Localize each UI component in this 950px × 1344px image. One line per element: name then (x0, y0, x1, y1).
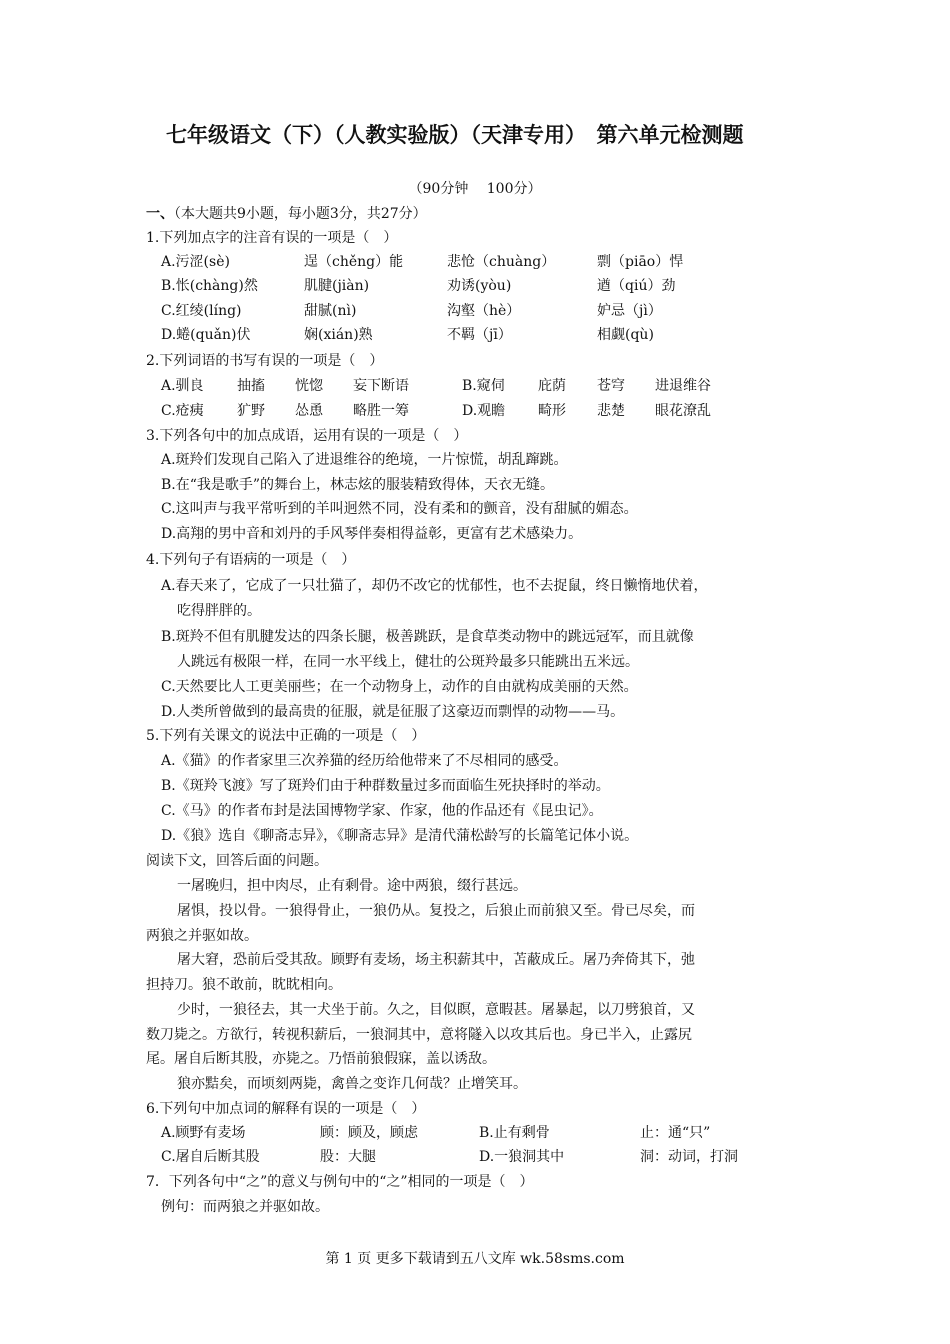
passage-line: 狼亦黠矣，而顷刻两毙，禽兽之变诈几何哉？止增笑耳。 (177, 1076, 527, 1092)
q5-stem: 5.下列有关课文的说法中正确的一项是（ ） (146, 728, 426, 744)
q1-option-d2: 娴(xián)熟 (304, 327, 373, 343)
q1-option-a3: 悲怆（chuàng） (447, 254, 556, 270)
q4-stem: 4.下列句子有语病的一项是（ ） (146, 552, 356, 568)
q2-word-d3: 悲楚 (597, 403, 625, 419)
q1-option-b2: 肌腱(jiàn) (304, 278, 370, 294)
q2-word-a1: A.驯良 (161, 378, 204, 394)
page-title: 七年级语文（下）（人教实验版）（天津专用） 第六单元检测题 (166, 123, 744, 147)
passage-line: 屠大窘，恐前后受其敌。顾野有麦场，场主积薪其中，苫蔽成丘。屠乃奔倚其下，弛 (177, 952, 695, 968)
passage-line: 一屠晚归，担中肉尽，止有剩骨。途中两狼，缀行甚远。 (177, 878, 527, 894)
q4-option-c: C.天然要比人工更美丽些；在一个动物身上，动作的自由就构成美丽的天然。 (161, 679, 638, 695)
q6-option-b-explain: 止：通“只” (640, 1125, 711, 1141)
q1-option-d3: 不羁（jī） (447, 327, 512, 343)
passage-line: 少时，一狼径去，其一犬坐于前。久之，目似瞑，意暇甚。屠暴起，以刀劈狼首，又 (177, 1002, 695, 1018)
q2-word-c4: 略胜一筹 (353, 403, 409, 419)
page-footer: 第 1 页 更多下载请到五八文库 wk.58sms.com (325, 1251, 625, 1267)
q5-option-a: A.《猫》的作者家里三次养猫的经历给他带来了不尽相同的感受。 (161, 753, 568, 769)
q1-option-a4: 剽（piāo）悍 (597, 254, 684, 270)
q6-option-a-explain: 顾：顾及，顾虑 (320, 1125, 418, 1141)
q6-option-c-explain: 股：大腿 (320, 1149, 376, 1165)
q2-word-b2: 庇荫 (538, 378, 566, 394)
q5-option-d: D.《狼》选自《聊斋志异》，《聊斋志异》是清代蒲松龄写的长篇笔记体小说。 (161, 828, 639, 844)
passage-line: 数刀毙之。方欲行，转视积薪后，一狼洞其中，意将隧入以攻其后也。身已半入，止露尻 (146, 1027, 692, 1043)
passage-line: 两狼之并驱如故。 (146, 928, 258, 944)
section-1-desc: （本大题共9小题，每小题3分，共27分） (174, 206, 427, 222)
q4-option-a-line2: 吃得胖胖的。 (177, 603, 261, 619)
q6-stem: 6.下列句中加点词的解释有误的一项是（ ） (146, 1101, 426, 1117)
q1-option-b1: B.怅(chàng)然 (161, 278, 258, 294)
q6-option-d-explain: 洞：动词，打洞 (640, 1149, 738, 1165)
page-subtitle: （90分钟 100分） (408, 181, 542, 197)
q4-option-b-line2: 人跳远有极限一样，在同一水平线上，健壮的公斑羚最多只能跳出五米远。 (177, 654, 639, 670)
q3-option-c: C.这叫声与我平常听到的羊叫迥然不同，没有柔和的颤音，没有甜腻的媚态。 (161, 501, 638, 517)
q2-stem: 2.下列词语的书写有误的一项是（ ） (146, 353, 384, 369)
q7-example: 例句：而两狼之并驱如故。 (161, 1199, 329, 1215)
q1-option-a2: 逞（chěng）能 (304, 254, 404, 270)
passage-line: 担持刀。狼不敢前，眈眈相向。 (146, 977, 342, 993)
q2-word-d2: 畸形 (538, 403, 566, 419)
q6-option-d: D.一狼洞其中 (479, 1149, 565, 1165)
q2-word-d4: 眼花潦乱 (655, 403, 711, 419)
q3-option-a: A.斑羚们发现自己陷入了进退维谷的绝境，一片惊慌，胡乱蹿跳。 (161, 452, 568, 468)
q1-option-c2: 甜腻(nì) (304, 303, 357, 319)
q2-word-a4: 妄下断语 (353, 378, 409, 394)
q2-word-d1: D.观瞻 (462, 403, 506, 419)
section-1-header (146, 205, 427, 223)
q1-option-b4: 遒（qiú）劲 (597, 278, 676, 294)
q4-option-d: D.人类所曾做到的最高贵的征服，就是征服了这豪迈而剽悍的动物——马。 (161, 704, 625, 720)
q1-option-c4: 妒忌（jì） (597, 303, 662, 319)
q6-option-a: A.顾野有麦场 (161, 1125, 246, 1141)
q5-option-b: B.《斑羚飞渡》写了斑羚们由于种群数量过多而面临生死抉择时的举动。 (161, 778, 610, 794)
q3-stem: 3.下列各句中的加点成语，运用有误的一项是（ ） (146, 428, 468, 444)
q2-word-c2: 犷野 (237, 403, 265, 419)
q2-word-c3: 怂恿 (295, 403, 323, 419)
q1-option-d1: D.蜷(quǎn)伏 (161, 327, 251, 343)
q4-option-b-line1: B.斑羚不但有肌腱发达的四条长腿，极善跳跃，是食草类动物中的跳远冠军，而且就像 (161, 629, 694, 645)
section-1-label: 一、 (146, 206, 174, 222)
q4-option-a-line1: A.春天来了，它成了一只壮猫了，却仍不改它的忧郁性，也不去捉鼠，终日懒惰地伏着， (161, 578, 708, 594)
q1-option-a1: A.污涩(sè) (161, 254, 230, 270)
passage-line: 屠惧，投以骨。一狼得骨止，一狼仍从。复投之，后狼止而前狼又至。骨已尽矣，而 (177, 903, 695, 919)
q3-option-d: D.高翔的男中音和刘丹的手风琴伴奏相得益彰，更富有艺术感染力。 (161, 526, 583, 542)
q2-word-b4: 进退维谷 (655, 378, 711, 394)
passage-line: 尾。屠自后断其股，亦毙之。乃悟前狼假寐，盖以诱敌。 (146, 1051, 496, 1067)
q1-stem: 1.下列加点字的注音有误的一项是（ ） (146, 230, 398, 246)
q6-option-b: B.止有剩骨 (479, 1125, 550, 1141)
q2-word-b1: B.窥伺 (462, 378, 505, 394)
q1-option-c3: 沟壑（hè） (447, 303, 521, 319)
q1-option-d4: 相觑(qù) (597, 327, 654, 343)
q7-stem: 7．下列各句中“之”的意义与例句中的“之”相同的一项是（ ） (146, 1174, 534, 1190)
q1-option-b3: 劝诱(yòu) (447, 278, 512, 294)
q2-word-c1: C.疮痍 (161, 403, 204, 419)
q6-option-c: C.屠自后断其股 (161, 1149, 260, 1165)
q3-option-b: B.在“我是歌手”的舞台上，林志炫的服装精致得体，天衣无缝。 (161, 477, 555, 493)
q5-option-c: C.《马》的作者布封是法国博物学家、作家，他的作品还有《昆虫记》。 (161, 803, 603, 819)
q2-word-b3: 苍穹 (597, 378, 625, 394)
q2-word-a2: 抽搐 (237, 378, 265, 394)
q2-word-a3: 恍惚 (295, 378, 323, 394)
q1-option-c1: C.红绫(líng) (161, 303, 242, 319)
reading-intro: 阅读下文，回答后面的问题。 (146, 853, 328, 869)
